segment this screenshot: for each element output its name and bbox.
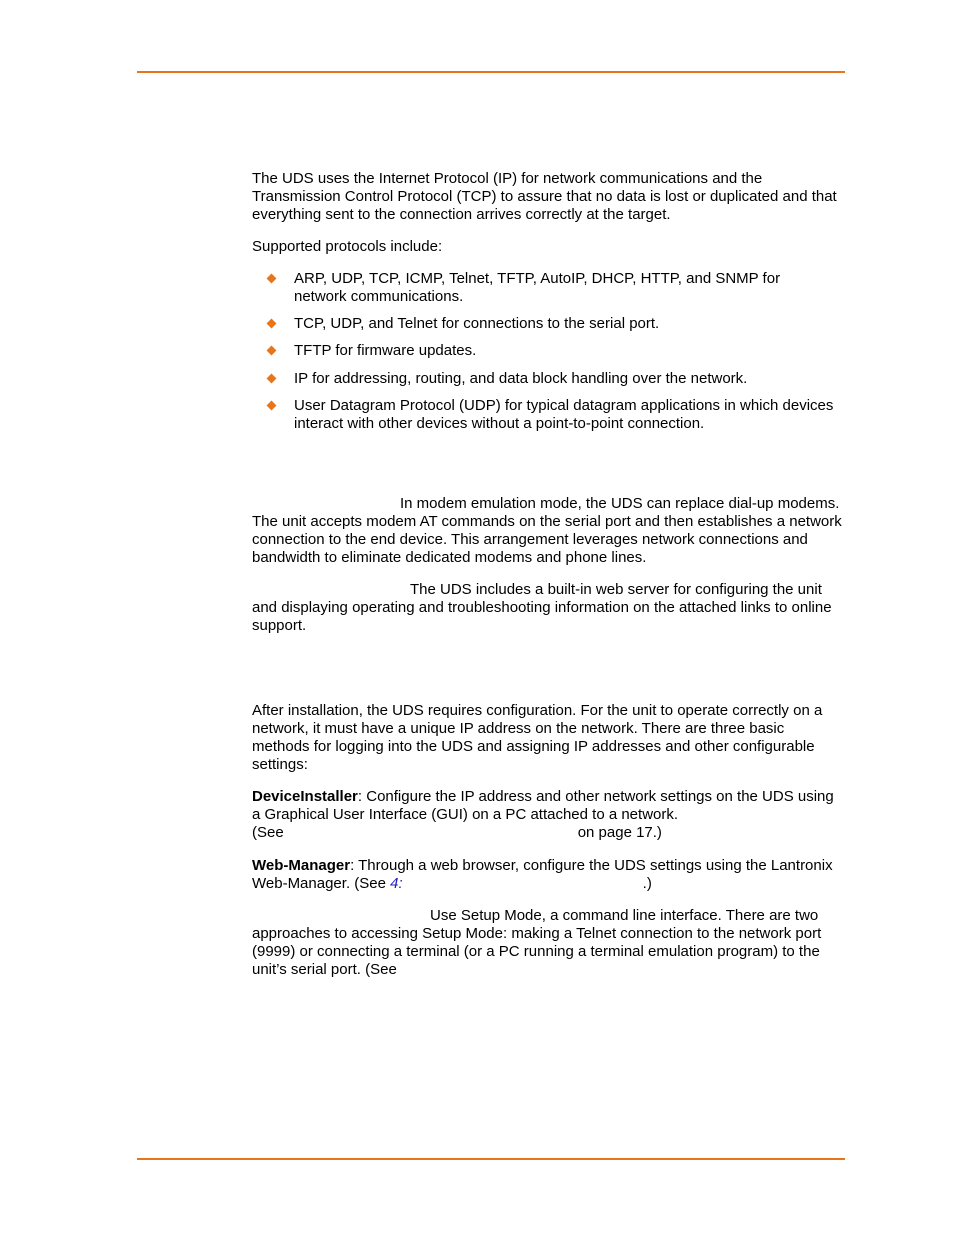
deviceinstaller-ref-close: on page 17.): [577, 824, 662, 841]
deviceinstaller-ref-open: (See: [252, 824, 284, 841]
list-item-text: IP for addressing, routing, and data block handling over the network.: [294, 370, 748, 387]
deviceinstaller-label: DeviceInstaller: [252, 788, 358, 805]
webmanager-label: Web-Manager: [252, 857, 351, 874]
footer-rule: [137, 1158, 845, 1160]
serial-setup-paragraph: [252, 907, 842, 979]
diamond-bullet-icon: [267, 401, 277, 411]
list-item-text: ARP, UDP, TCP, ICMP, Telnet, TFTP, AutoIP, DHCP, HTTP, and SNMP for network communications.: [294, 270, 781, 305]
serial-setup-text: Use Setup Mode, a command line interface. There are two approaches to accessing Setup Mode: making a Telnet connection to the network port (9999) or connecting a terminal (or a PC running a terminal emulation program) to the unit’s serial port. (See: [252, 907, 822, 978]
webmanager-paragraph: [252, 857, 842, 893]
web-server-text: The UDS includes a built-in web server for configuring the unit and displaying operating and troubleshooting information on the attached links to online support.: [252, 581, 832, 634]
diamond-bullet-icon: [267, 319, 277, 329]
chapter-4-link[interactable]: 4:: [390, 875, 403, 892]
diamond-bullet-icon: [267, 274, 277, 284]
web-server-paragraph: [252, 581, 842, 635]
modem-emulation-paragraph: [252, 495, 842, 567]
deviceinstaller-paragraph: [252, 788, 842, 842]
diamond-bullet-icon: [267, 346, 277, 356]
list-item-text: User Datagram Protocol (UDP) for typical datagram applications in which devices interact with other devices without a point-to-point connection.: [294, 397, 834, 432]
intro-paragraph: The UDS uses the Internet Protocol (IP) for network communications and the Transmission Control Protocol (TCP) to assure that no data is lost or duplicated and that everything sent to the connection arrives correctly at the target.: [252, 170, 837, 223]
diamond-bullet-icon: [267, 374, 277, 384]
list-item-text: TFTP for firmware updates.: [294, 342, 477, 359]
list-item-text: TCP, UDP, and Telnet for connections to the serial port.: [294, 315, 660, 332]
webmanager-ref-close: .): [642, 875, 652, 892]
modem-emulation-text: In modem emulation mode, the UDS can replace dial-up modems. The unit accepts modem AT commands on the serial port and then establishes a network connection to the end device. This arrangement leverages network connections and bandwidth to eliminate dedicated modems and phone lines.: [252, 495, 842, 566]
webmanager-text: : Through a web browser, configure the UDS settings using the Lantronix Web-Manager. (See: [252, 857, 833, 892]
configuration-intro: After installation, the UDS requires configuration. For the unit to operate correctly on a network, it must have a unique IP address on the network. There are three basic methods for logging into the UDS and assigning IP addresses and other configurable settings:: [252, 702, 823, 773]
protocols-lead: Supported protocols include:: [252, 238, 443, 255]
header-rule: [137, 71, 845, 73]
deviceinstaller-text: : Configure the IP address and other network settings on the UDS using a Graphical User Interface (GUI) on a PC attached to a network.: [252, 788, 834, 823]
